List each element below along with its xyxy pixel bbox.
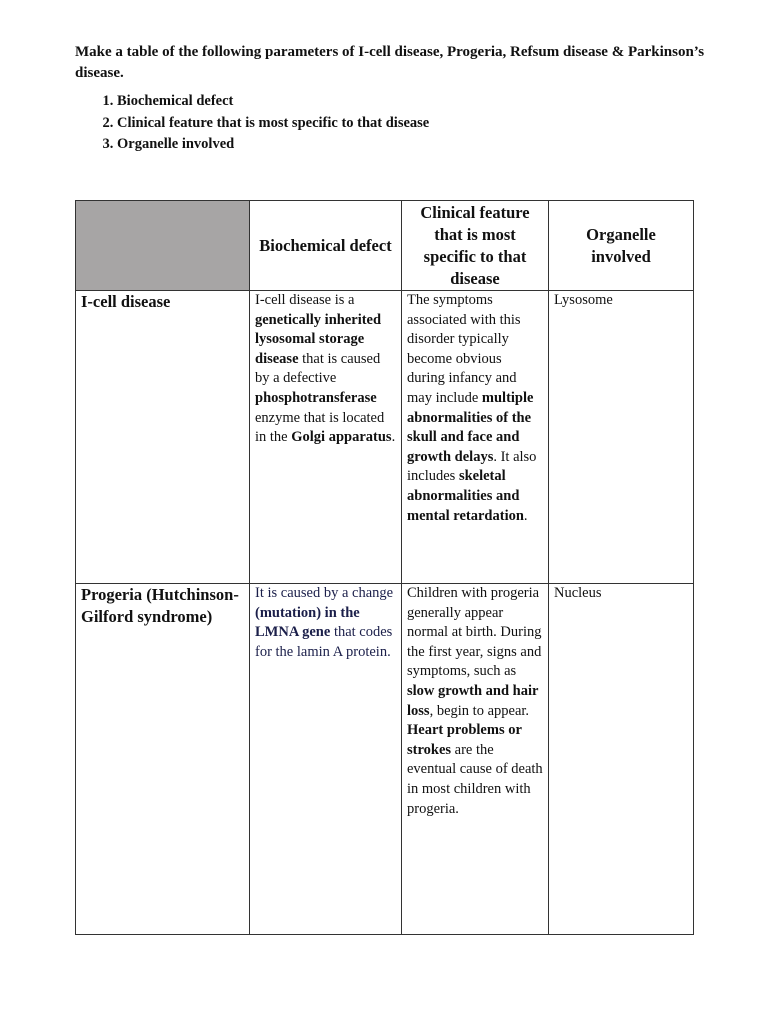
text-segment: . It also includes: [407, 448, 537, 485]
disease-table: [75, 200, 694, 935]
table-row: [76, 584, 694, 935]
parameter-list: [75, 91, 715, 156]
instruction-heading: Make a table of the following parameters of I-cell disease, Progeria, Refsum disease & Parkinson’s disease.: [75, 44, 705, 81]
text-segment: are the eventual cause of death in most children with progeria.: [407, 741, 543, 817]
text-segment: , begin to appear.: [429, 702, 530, 719]
text-segment: that is caused by a defective: [255, 350, 381, 387]
organelle-cell: Lysosome: [549, 291, 694, 584]
text-segment: It is caused by a change: [255, 585, 394, 601]
header-organelle: Organelle involved: [549, 201, 694, 291]
emphasized-text: phosphotransferase: [255, 389, 377, 406]
text-segment: The symptoms associated with this disorder typically become obvious during infancy and may include: [407, 292, 521, 406]
parameter-item: 3. Organelle involved: [117, 134, 715, 156]
table-header-row: [76, 201, 694, 291]
organelle-cell: Nucleus: [549, 584, 694, 935]
instructions: [75, 42, 715, 156]
header-blank-cell: [76, 201, 250, 291]
emphasized-text: (mutation) in the LMNA gene: [255, 604, 360, 641]
emphasized-text: slow growth and hair loss: [407, 682, 539, 719]
clinical-feature-cell: [402, 584, 549, 935]
emphasized-text: multiple abnormalities of the skull and face and growth delays: [407, 389, 534, 465]
header-biochemical-defect: Biochemical defect: [250, 201, 402, 291]
text-segment: that codes for the lamin A protein.: [255, 624, 393, 660]
emphasized-text: genetically inherited lysosomal storage disease: [255, 311, 382, 367]
emphasized-text: skeletal abnormalities and mental retardation: [407, 468, 524, 524]
text-segment: Children with progeria generally appear normal at birth. During the first year, signs and symptoms, such as: [407, 585, 542, 680]
text-segment: .: [391, 429, 396, 446]
text-segment: I-cell disease is a: [255, 292, 355, 308]
text-segment: enzyme that is located in the: [255, 409, 385, 446]
disease-name: Progeria (Hutchinson-Gilford syndrome): [76, 584, 250, 935]
table-row: [76, 291, 694, 584]
emphasized-text: Heart problems or strokes: [407, 722, 522, 758]
text-segment: .: [523, 507, 528, 524]
parameter-item: 2. Clinical feature that is most specific to that disease: [117, 113, 715, 135]
emphasized-text: Golgi apparatus: [291, 429, 392, 446]
biochemical-defect-cell: [250, 291, 402, 584]
biochemical-defect-cell: [250, 584, 402, 935]
header-clinical-feature: Clinical feature that is most specific to that disease: [402, 201, 549, 291]
parameter-item: 1. Biochemical defect: [117, 91, 715, 113]
clinical-feature-cell: [402, 291, 549, 584]
disease-name: I-cell disease: [76, 291, 250, 584]
